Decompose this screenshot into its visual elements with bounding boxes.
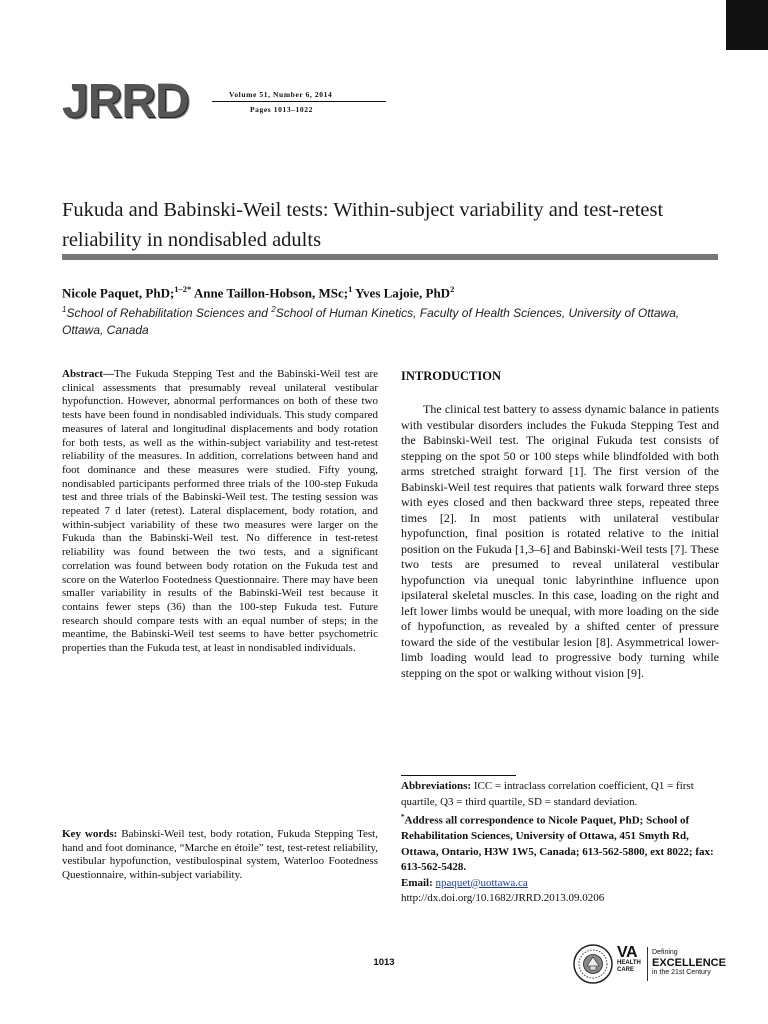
va-tagline (652, 949, 726, 977)
abbreviations-note (401, 779, 719, 810)
author-affil-sup: 1–2* (174, 284, 192, 294)
email-line (401, 876, 719, 892)
abstract-label: Abstract— (62, 368, 114, 380)
section-heading: INTRODUCTION (401, 369, 502, 383)
article-title: Fukuda and Babinski-Weil tests: Within-subject variability and test-retest reliability in nondisabled adults (62, 199, 664, 251)
abbrev-text: ICC = intraclass correlation coefficient, Q1 = first quartile, Q3 = third quartile, SD = standard deviation. (401, 780, 694, 808)
keywords-label: Key words: (62, 828, 118, 840)
corr-sup: * (401, 813, 405, 821)
va-seal-icon (573, 944, 613, 984)
correspondence-text: Address all correspondence to Nicole Paquet, PhD; School of Rehabilitation Sciences, University of Ottawa, 451 Smyth Rd, Ottawa, Ontario, H3W 1W5, Canada; 613-562-5800, ext 8022; fax: 613-562-5428. (401, 814, 714, 874)
author-line (62, 284, 722, 301)
va-divider (647, 947, 648, 981)
abstract (62, 368, 378, 656)
footnotes (401, 779, 719, 907)
email-label: Email: (401, 876, 433, 889)
affil-sup: 2 (271, 305, 276, 314)
affiliation (62, 301, 722, 339)
va-logo (573, 944, 726, 986)
va-excellence: EXCELLENCE (652, 957, 726, 969)
abstract-text: The Fukuda Stepping Test and the Babinski-Weil test are clinical assessments that presumably reveal unilateral vestibular hypofunction. However, abnormal performances on both of these two tests have been found in nondisabled individuals. This study compared measures of lateral and longitudinal displacements and body rotation for both tests, as well as the within-subject variability and test-retest reliability of the measures. In addition, correlations between hand and foot dominance and these measures were studied. Fifty young, nondisabled participants performed three trials of the 100-step Fukuda test and three trials of the Babinski-Weil test. The testing session was repeated 7 d later (retest). Lateral displacement, body rotation, and within-subject variability of these two measures were larger on the Fukuda than the Babinski-Weil test. No difference in test-retest reliability was found between the two tests, and a significant correlation was found between body rotation on the Fukuda test and score on the Waterloo Footedness Questionnaire. There may have been smaller variability in results of the Babinski-Weil test because it contains fewer steps (36) than the 100-step Fukuda test. Future research should compare tests with an equal number of steps; in the meantime, the Babinski-Weil test seems to have better psychometric properties than the Fukuda test, at least in nondisabled individuals. (62, 368, 378, 655)
va-century: in the 21st Century (652, 969, 711, 976)
va-defining: Defining (652, 949, 678, 956)
author-name: Anne Taillon-Hobson, MSc; (191, 285, 349, 301)
affil-sup: 1 (62, 305, 67, 314)
keywords-text: Babinski-Weil test, body rotation, Fukuda Stepping Test, hand and foot dominance, “Marche en étoile” test, test-retest reliability, vestibular hypofunction, vestibulospinal system, Waterloo Footedness Questionnaire, within-subject variability. (62, 828, 378, 882)
va-care: CARE (617, 967, 635, 973)
corner-tab (726, 0, 768, 50)
va-health: HEALTH (617, 960, 641, 966)
journal-logo: JRRD (62, 75, 189, 128)
issue-info (212, 90, 386, 114)
title-rule (62, 254, 718, 260)
affil-text: School of Rehabilitation Sciences and (66, 306, 272, 320)
author-name: Yves Lajoie, PhD (352, 285, 451, 301)
author-affil-sup: 2 (450, 284, 455, 294)
affil-text: School of Human Kinetics, Faculty of Health Sciences, University of Ottawa, Ottawa, Canada (62, 306, 680, 337)
doi-line[interactable]: http://dx.doi.org/10.1682/JRRD.2013.09.0206 (401, 892, 605, 905)
abbrev-label: Abbreviations: (401, 780, 472, 792)
va-letters: VA (617, 944, 638, 961)
intro-paragraph: The clinical test battery to assess dynamic balance in patients with vestibular disorders includes the Fukuda Stepping Test and the Babinski-Weil test. The original Fukuda test consists of stepping on the spot 50 or 100 steps while blindfolded with both arms stretched straight forward [1]. The first version of the Babinski-Weil test requires that patients walk forward three steps with eyes closed and then backward three steps, repeated three times [2]. In most patients with unilateral vestibular hypofunction, final position is rotated relative to the initial position on the Fukuda [1,3–6] and Babinski-Weil tests [7]. These two tests are presumed to reveal unilateral vestibular hypofunction via unequal tonic labyrinthine influence upon ipsilateral skeletal muscles. In this case, loading on the right and left lower limbs would be unequal, with more loading on the side of hypofunction, as revealed by a shifted center of pressure toward the side of the vestibular lesion [8]. Asymmetrical lower-limb loading would lead to progressive body turning while stepping on the spot or walking without vision [9]. (401, 402, 719, 680)
author-affil-sup: 1 (348, 284, 353, 294)
pages-line: Pages 1013–1022 (250, 105, 313, 114)
author-name: Nicole Paquet, PhD; (62, 285, 175, 301)
correspondence-note (401, 810, 719, 876)
email-link[interactable]: npaquet@uottawa.ca (435, 876, 528, 889)
page-number: 1013 (373, 957, 395, 968)
issue-rule (212, 101, 386, 102)
keywords (62, 828, 378, 883)
footnote-rule (401, 775, 516, 776)
volume-line: Volume 51, Number 6, 2014 (229, 90, 333, 99)
va-wordmark (617, 945, 641, 974)
